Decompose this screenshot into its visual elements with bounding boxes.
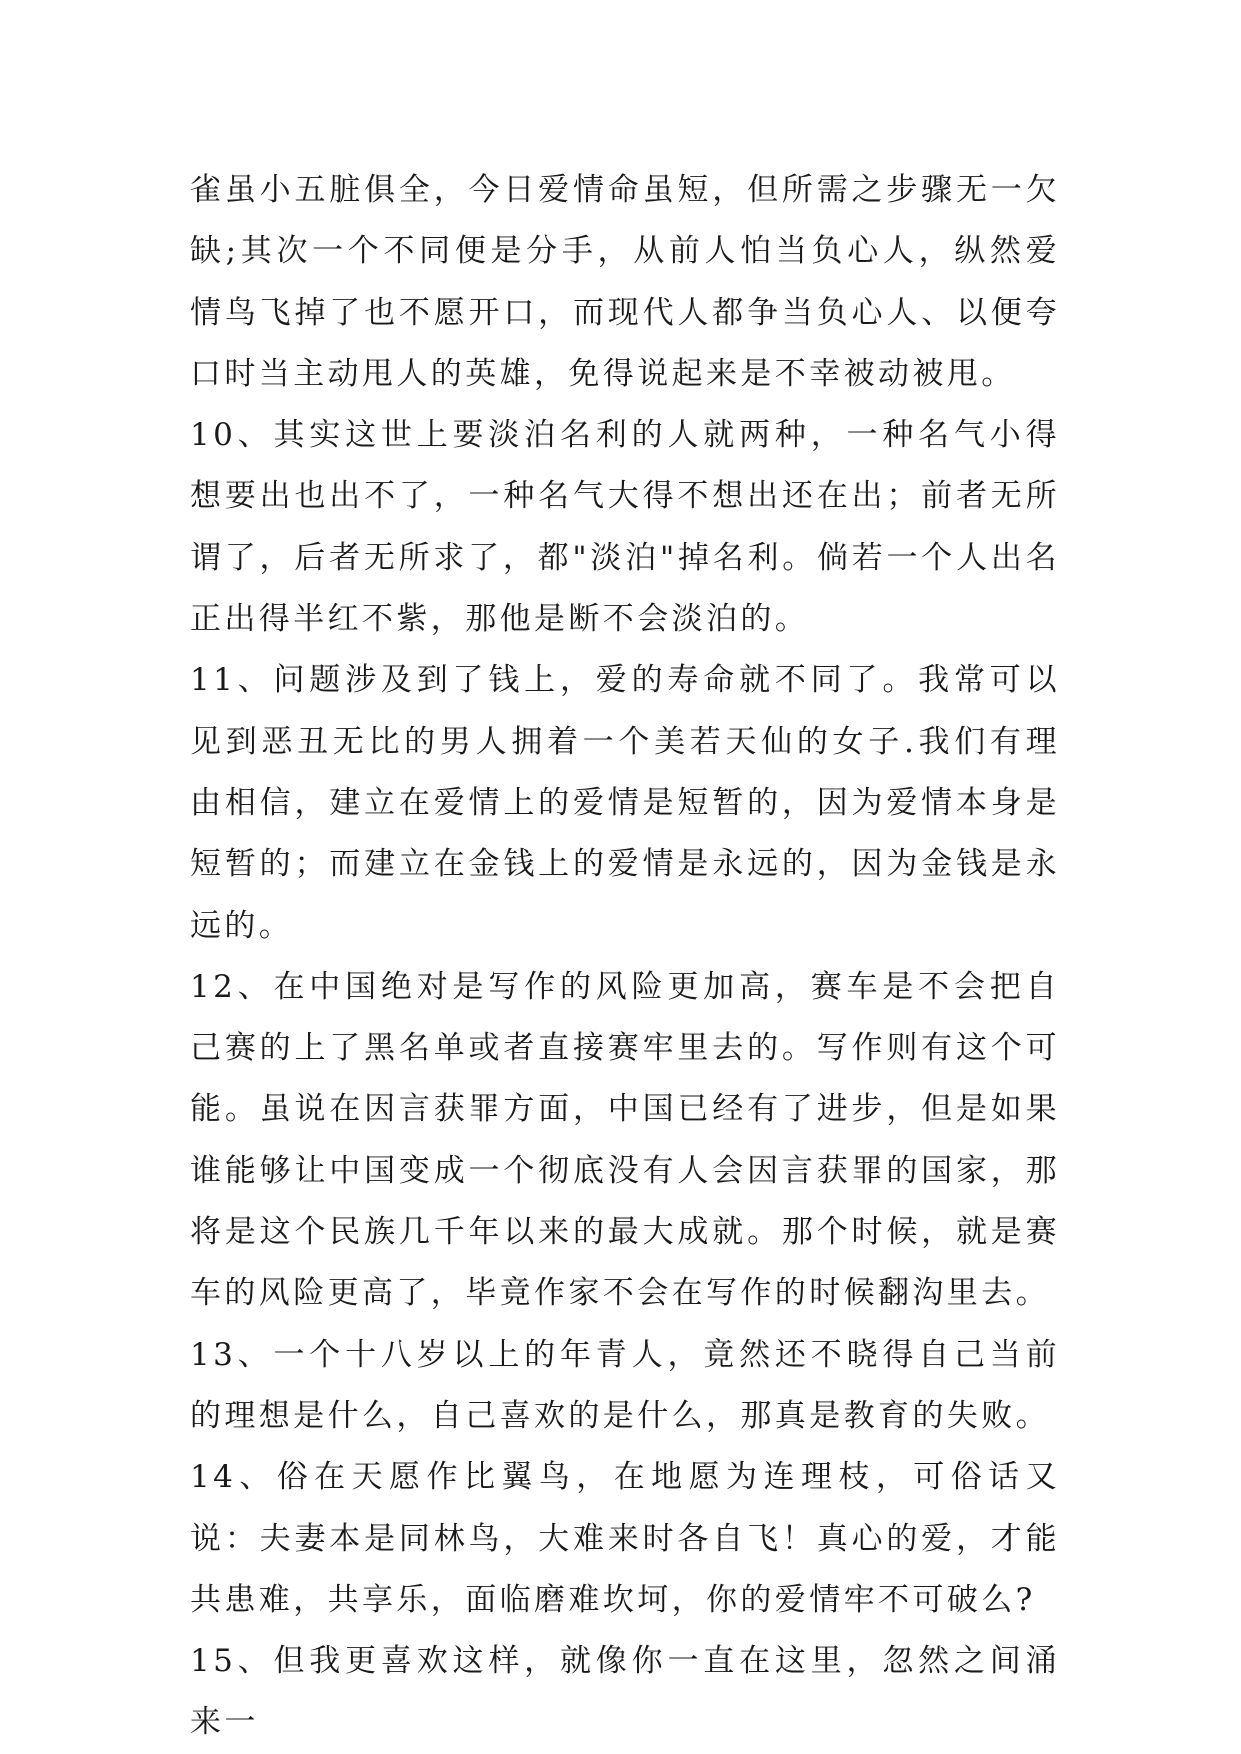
paragraph-10: 10、其实这世上要淡泊名利的人就两种，一种名气小得想要出也出不了，一种名气大得不想出还在出；前者无所谓了，后者无所求了，都"淡泊"掉名利。倘若一个人出名正出得半红不紫，那他是断不会淡泊的。 (190, 417, 1060, 638)
paragraph-13: 13、一个十八岁以上的年青人，竟然还不晓得自己当前的理想是什么，自己喜欢的是什么，那真是教育的失败。 (190, 1336, 1060, 1434)
paragraph-11: 11、问题涉及到了钱上，爱的寿命就不同了。我常可以见到恶丑无比的男人拥着一个美若天仙的女子.我们有理由相信，建立在爱情上的爱情是短暂的，因为爱情本身是短暂的；而建立在金钱上的爱情是永远的，因为金钱是永远的。 (190, 662, 1060, 944)
paragraph-continuation: 雀虽小五脏俱全，今日爱情命虽短，但所需之步骤无一欠缺;其次一个不同便是分手，从前人怕当负心人，纵然爱情鸟飞掉了也不愿开口，而现代人都争当负心人、以便夸口时当主动甩人的英雄，免得说起来是不幸被动被甩。 (190, 172, 1060, 392)
paragraph-12: 12、在中国绝对是写作的风险更加高，赛车是不会把自己赛的上了黑名单或者直接赛牢里去的。写作则有这个可能。虽说在因言获罪方面，中国已经有了进步，但是如果谁能够让中国变成一个彻底没有人会因言获罪的国家，那将是这个民族几千年以来的最大成就。那个时候，就是赛车的风险更高了，毕竟作家不会在写作的时候翻沟里去。 (190, 968, 1060, 1312)
paragraph-14: 14、俗在天愿作比翼鸟，在地愿为连理枝，可俗话又说：夫妻本是同林鸟，大难来时各自飞！真心的爱，才能共患难，共享乐，面临磨难坎坷，你的爱情牢不可破么? (190, 1459, 1060, 1618)
paragraph-15: 15、但我更喜欢这样，就像你一直在这里，忽然之间涌来一 (190, 1643, 1060, 1741)
document-body (190, 160, 1060, 1754)
